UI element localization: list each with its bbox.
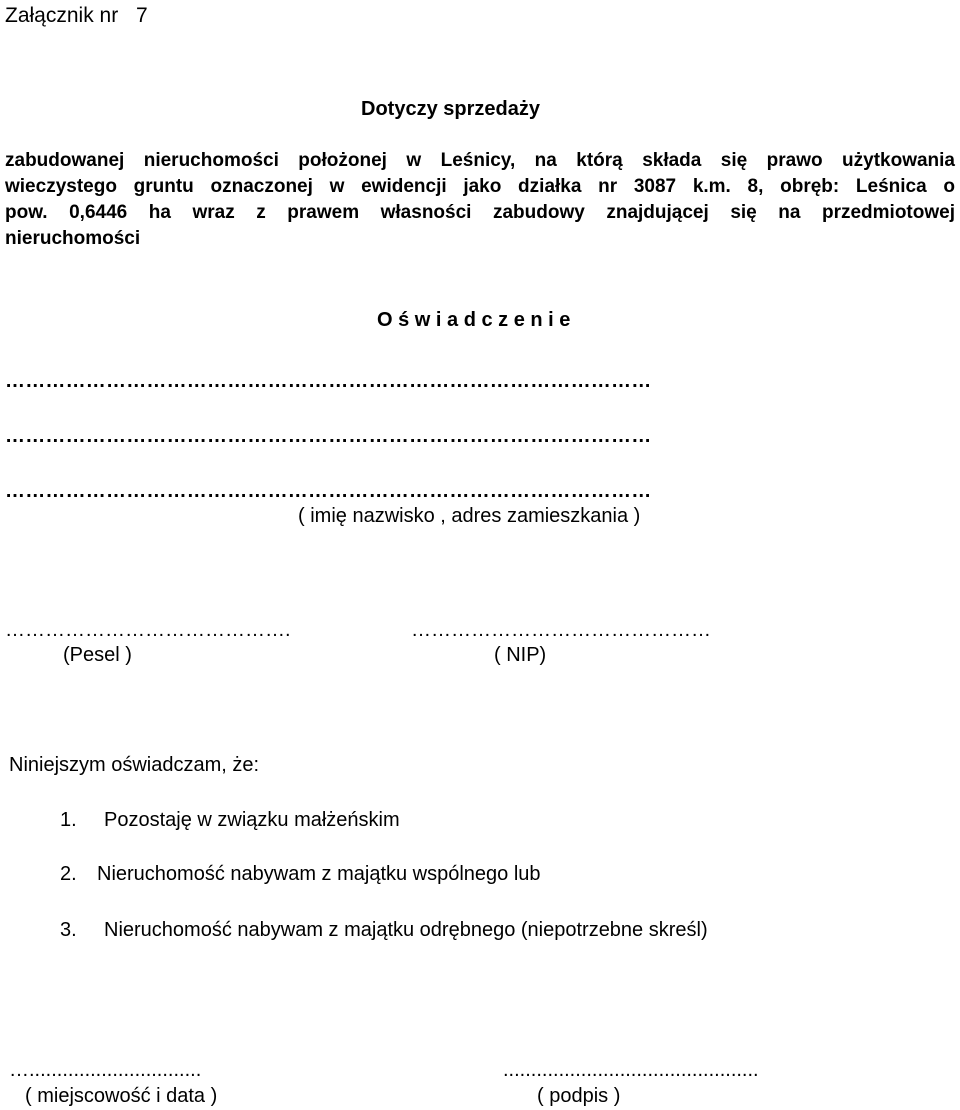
signature-caption: ( podpis ) xyxy=(537,1085,621,1107)
option-joint-property[interactable]: Nieruchomość nabywam z majątku wspólnego lub xyxy=(97,863,541,885)
place-date-field[interactable]: …............................... xyxy=(9,1059,202,1081)
nip-caption: ( NIP) xyxy=(494,644,547,666)
option-number: 3. xyxy=(60,919,77,941)
description-line: wieczystego gruntu oznaczonej w ewidencji jako działka nr 3087 k.m. 8, obręb: Leśnica o xyxy=(5,176,955,197)
property-description xyxy=(5,148,955,252)
name-address-line-2[interactable]: …………………………………………………………………………………… xyxy=(5,425,652,447)
description-line: nieruchomości xyxy=(5,228,141,249)
description-line: zabudowanej nieruchomości położonej w Leśnicy, na którą składa się prawo użytkowania xyxy=(5,150,955,171)
pesel-caption: (Pesel ) xyxy=(63,644,132,666)
signature-field[interactable]: .............................................. xyxy=(503,1059,759,1081)
option-number: 1. xyxy=(60,809,77,831)
nip-field[interactable]: ……………………………………… xyxy=(411,619,711,641)
attachment-header xyxy=(5,4,148,28)
attachment-number: 7 xyxy=(136,4,148,27)
option-separate-property[interactable]: Nieruchomość nabywam z majątku odrębnego (niepotrzebne skreśl) xyxy=(104,919,708,941)
description-line: pow. 0,6446 ha wraz z prawem własności zabudowy znajdującej się na przedmiotowej xyxy=(5,202,955,223)
option-married[interactable]: Pozostaję w związku małżeńskim xyxy=(104,809,400,831)
option-number: 2. xyxy=(60,863,77,885)
pesel-field[interactable]: ……………………………………. xyxy=(5,619,291,641)
declaration-heading: O ś w i a d c z e n i e xyxy=(377,309,571,331)
name-address-line-1[interactable]: …………………………………………………………………………………… xyxy=(5,370,652,392)
name-address-caption: ( imię nazwisko , adres zamieszkania ) xyxy=(298,505,641,527)
statement-intro: Niniejszym oświadczam, że: xyxy=(9,754,260,776)
place-date-caption: ( miejscowość i data ) xyxy=(25,1085,218,1107)
name-address-line-3[interactable]: …………………………………………………………………………………… xyxy=(5,480,652,502)
document-title: Dotyczy sprzedaży xyxy=(361,98,540,120)
attachment-label: Załącznik nr xyxy=(5,4,119,27)
